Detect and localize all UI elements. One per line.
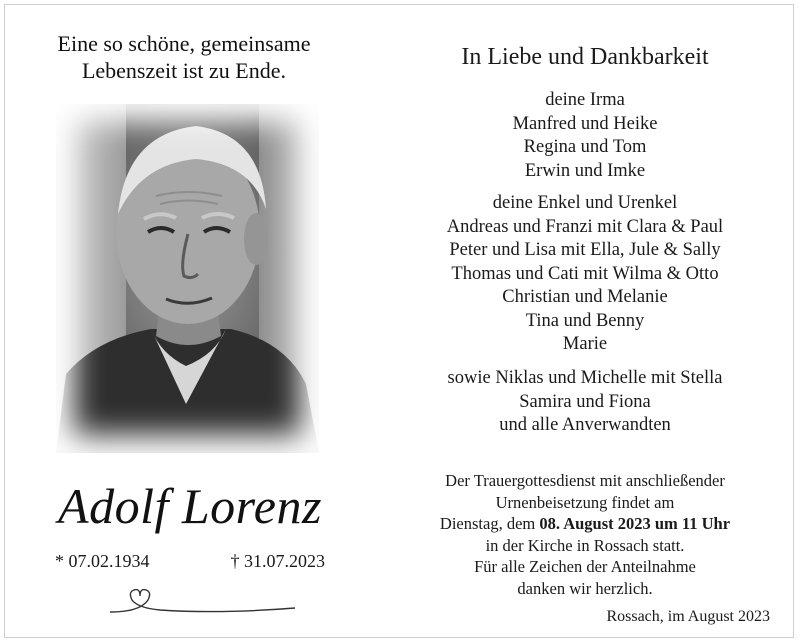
motto-line: Eine so schöne, gemeinsame bbox=[57, 31, 311, 56]
others-line: und alle Anverwandten bbox=[499, 415, 671, 435]
heart-flourish-icon bbox=[100, 582, 300, 618]
service-line: Für alle Zeichen der Anteilnahme bbox=[474, 557, 696, 576]
others-line: Samira und Fiona bbox=[519, 391, 651, 412]
service-line: danken wir herzlich. bbox=[517, 578, 653, 598]
birth-date: * 07.02.1934 bbox=[55, 551, 150, 571]
portrait-photo bbox=[56, 104, 319, 453]
others-list bbox=[370, 367, 800, 438]
grandchildren-line: deine Enkel und Urenkel bbox=[492, 193, 678, 213]
life-dates bbox=[55, 551, 325, 572]
service-date: 08. August 2023 um 11 Uhr bbox=[539, 514, 731, 533]
service-line: Urnenbeisetzung findet am bbox=[495, 492, 675, 512]
service-line: in der Kirche in Rossach statt. bbox=[485, 535, 685, 555]
grandchildren-line: Peter und Lisa mit Ella, Jule & Sally bbox=[449, 240, 721, 260]
grandchildren-list bbox=[370, 192, 800, 357]
grandchildren-line: Christian und Melanie bbox=[502, 287, 668, 307]
place-and-date: Rossach, im August 2023 bbox=[606, 608, 770, 625]
service-announcement bbox=[370, 470, 800, 599]
family-line: Regina und Tom bbox=[523, 137, 647, 157]
family-line: deine Irma bbox=[545, 90, 625, 110]
motto-line: Lebenszeit ist zu Ende. bbox=[81, 58, 287, 83]
family-list bbox=[370, 89, 800, 183]
right-column bbox=[370, 0, 800, 644]
grandchildren-line: Andreas und Franzi mit Clara & Paul bbox=[446, 216, 724, 237]
service-line-date bbox=[370, 513, 800, 535]
family-line: Erwin und Imke bbox=[524, 160, 646, 181]
motto bbox=[14, 30, 354, 84]
grandchildren-line: Tina und Benny bbox=[525, 310, 645, 331]
grandchildren-line: Marie bbox=[562, 334, 608, 354]
service-line: Der Trauergottesdienst mit anschließender bbox=[445, 471, 725, 490]
deceased-name: Adolf Lorenz bbox=[58, 478, 322, 534]
death-date: † 31.07.2023 bbox=[230, 551, 325, 571]
grandchildren-line: Thomas und Cati mit Wilma & Otto bbox=[451, 263, 719, 284]
service-date-prefix: Dienstag, dem bbox=[439, 514, 540, 533]
others-line: sowie Niklas und Michelle mit Stella bbox=[447, 368, 723, 388]
left-column bbox=[0, 0, 370, 644]
mourners-heading: In Liebe und Dankbarkeit bbox=[461, 44, 709, 70]
family-line: Manfred und Heike bbox=[512, 113, 658, 134]
